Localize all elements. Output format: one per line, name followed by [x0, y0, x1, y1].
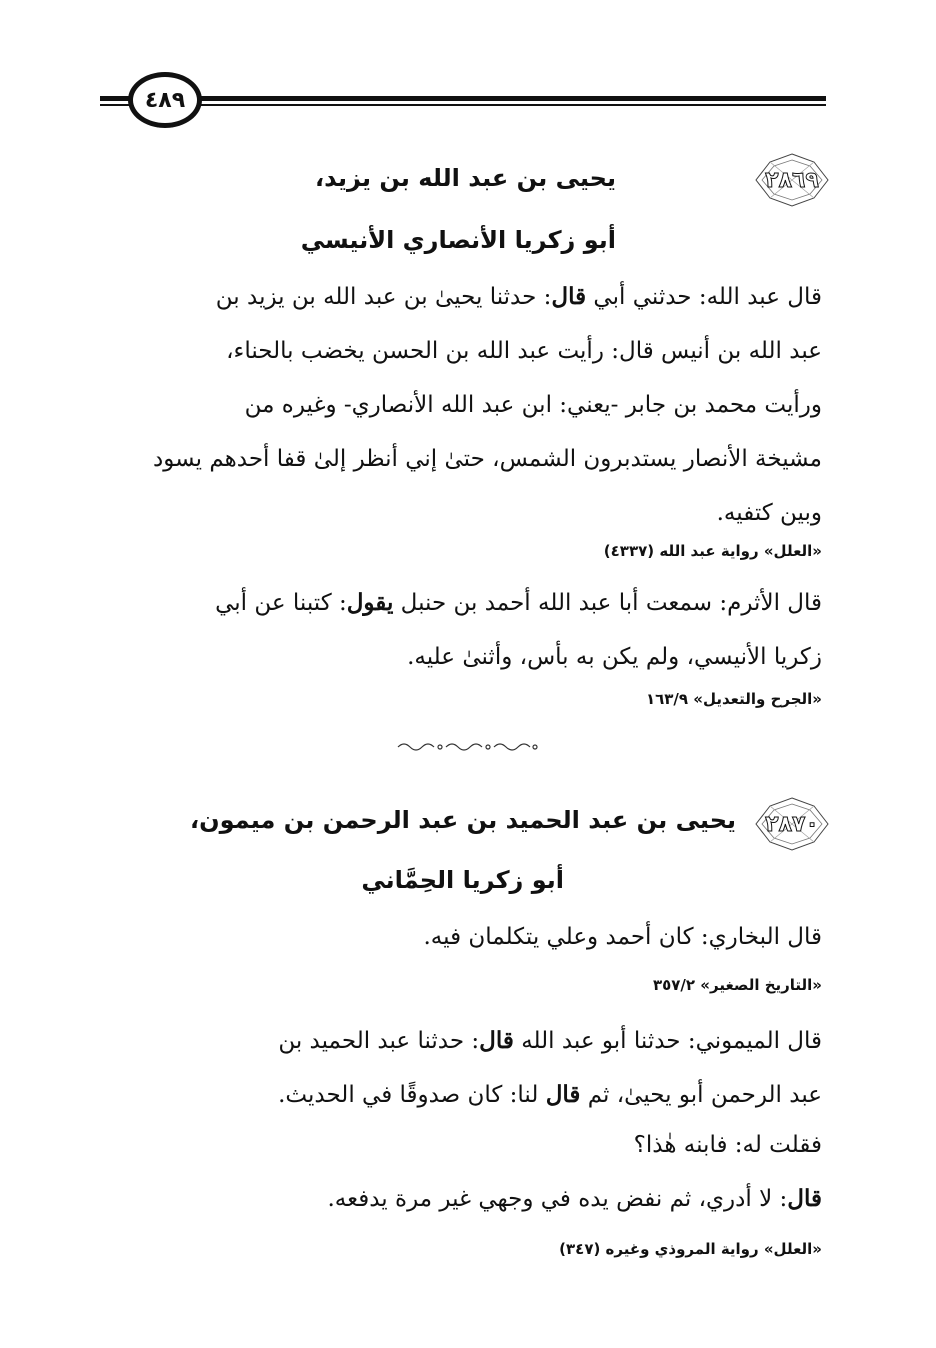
text-run: : حدثنا عبد الحميد بن — [278, 1028, 480, 1054]
bold-text-run: قال — [551, 283, 587, 310]
text-run: : حدثنا يحيىٰ بن عبد الله بن يزيد بن — [215, 284, 552, 310]
entry-paragraph — [100, 1172, 822, 1226]
text-line — [100, 324, 822, 378]
entry-paragraph — [100, 910, 822, 964]
text-line — [100, 486, 822, 540]
text-run: عبد الرحمن أبو يحيىٰ، ثم — [580, 1082, 822, 1108]
text-run: : لا أدري، ثم نفض يده في وجهي غير مرة يدفعه. — [327, 1186, 788, 1212]
text-line — [100, 270, 822, 324]
text-run: قال عبد الله: حدثني أبي — [586, 284, 822, 310]
source-citation: «العلل» رواية عبد الله (٤٣٣٧) — [603, 542, 822, 560]
entry-title-line1: يحيى بن عبد الحميد بن عبد الرحمن بن ميمون، — [190, 806, 736, 834]
entry-number: ٢٨٧٠ — [765, 811, 819, 837]
entry-title-line1: يحيى بن عبد الله بن يزيد، — [315, 164, 616, 192]
text-line — [100, 1118, 822, 1172]
entry-number-badge — [752, 152, 832, 208]
entry-title-line2: أبو زكريا الحِمَّاني — [361, 866, 564, 894]
source-citation: «الجرح والتعديل» ١٦٣/٩ — [645, 690, 822, 708]
bold-text-run: قال — [787, 1185, 822, 1212]
text-run: قال البخاري: كان أحمد وعلي يتكلمان فيه. — [423, 924, 822, 950]
text-run: : كتبنا عن أبي — [215, 590, 347, 616]
text-run: قال الميموني: حدثنا أبو عبد الله — [513, 1028, 822, 1054]
text-line — [100, 630, 822, 684]
text-run: قال الأثرم: سمعت أبا عبد الله أحمد بن حنبل — [393, 590, 822, 616]
source-citation: «العلل» رواية المروذي وغيره (٣٤٧) — [559, 1240, 822, 1258]
text-run: عبد الله بن أنيس قال: رأيت عبد الله بن الحسن يخضب بالحناء، — [226, 338, 822, 364]
entry-number-badge — [752, 796, 832, 852]
bold-text-run: يقول — [346, 589, 394, 616]
text-line — [100, 576, 822, 630]
text-line — [100, 1014, 822, 1068]
text-run: لنا: كان صدوقًا في الحديث. — [278, 1082, 546, 1108]
entry-paragraph — [100, 1014, 822, 1122]
text-line — [100, 1172, 822, 1226]
source-citation: «التاريخ الصغير» ٣٥٧/٢ — [652, 976, 822, 994]
entry-number: ٢٨٦٩ — [765, 167, 819, 193]
text-run: ورأيت محمد بن جابر -يعني: ابن عبد الله الأنصاري- وغيره من — [244, 392, 822, 418]
text-line — [100, 432, 822, 486]
text-line — [100, 910, 822, 964]
text-run: فقلت له: فابنه هٰذا؟ — [633, 1132, 822, 1158]
ornamental-divider-icon — [396, 740, 538, 754]
text-line — [100, 1068, 822, 1122]
text-line — [100, 378, 822, 432]
bold-text-run: قال — [545, 1081, 581, 1108]
page-number: ٤٨٩ — [128, 72, 202, 128]
entry-paragraph — [100, 576, 822, 684]
entry-paragraph — [100, 270, 822, 540]
header-rule — [100, 96, 826, 108]
entry-title-line2: أبو زكريا الأنصاري الأنيسي — [300, 226, 616, 254]
text-run: زكريا الأنيسي، ولم يكن به بأس، وأثنىٰ عليه. — [407, 644, 822, 670]
bold-text-run: قال — [479, 1027, 514, 1054]
entry-paragraph — [100, 1118, 822, 1172]
text-run: وبين كتفيه. — [716, 500, 822, 526]
text-run: مشيخة الأنصار يستدبرون الشمس، حتىٰ إني أنظر إلىٰ قفا أحدهم يسود — [152, 446, 822, 472]
